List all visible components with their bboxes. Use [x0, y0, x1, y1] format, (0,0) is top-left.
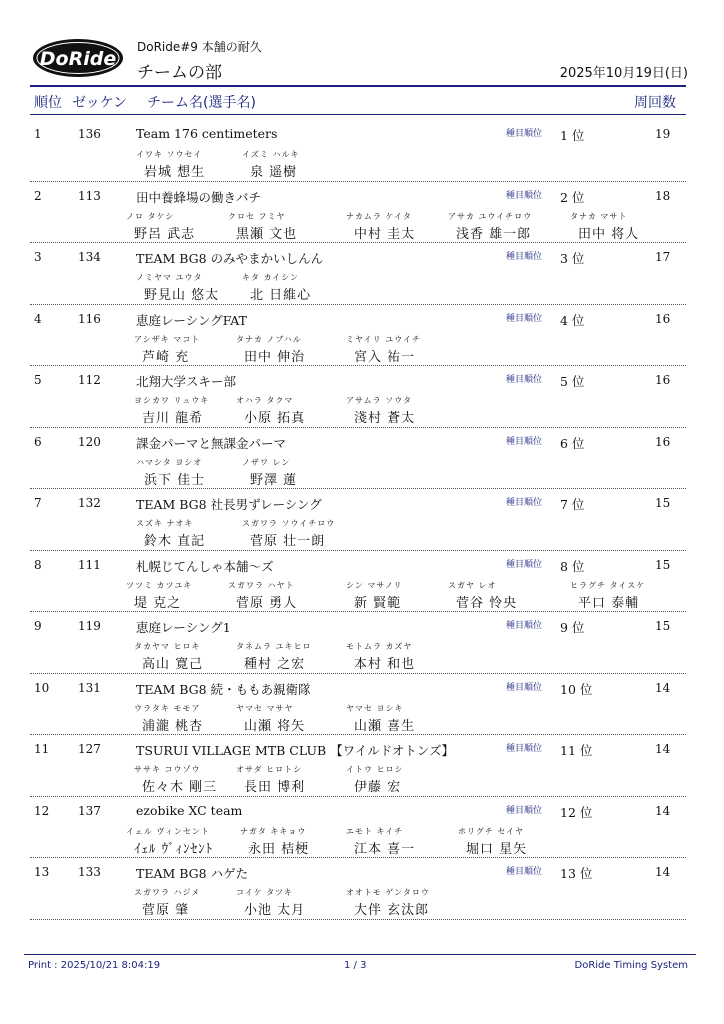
lap-count: 16: [655, 311, 671, 326]
rider-kana: スガヤ レオ: [448, 580, 497, 590]
rider-kana: ノロ タケシ: [126, 211, 175, 221]
rider-kana: ミヤイリ ユウイチ: [346, 334, 421, 344]
result-row: [30, 674, 686, 736]
rider-name: 田中 将人: [578, 226, 640, 242]
rank-cell: 5: [34, 373, 42, 387]
category-rank: 7 位: [560, 497, 585, 512]
category-label: 種目順位: [506, 559, 543, 570]
rider-name: 浅香 雄一郎: [456, 226, 532, 242]
rank-cell: 4: [34, 311, 42, 326]
lap-count: 15: [655, 619, 671, 633]
bib-number: 132: [78, 496, 101, 510]
rider-kana: スガワラ ソウイチロウ: [242, 519, 336, 528]
rider-name: 長田 博利: [244, 780, 306, 795]
lap-count: 14: [655, 803, 671, 818]
rider-name: 吉川 龍希: [142, 411, 204, 426]
rider-kana: ツツミ カツユキ: [126, 580, 193, 590]
bib-number: 137: [78, 803, 101, 818]
category-label: 種目順位: [506, 375, 543, 385]
result-row: [30, 551, 686, 613]
rider-kana: ヤマセ ヨシキ: [346, 703, 404, 713]
category-rank: 12 位: [560, 804, 593, 820]
team-name: TEAM BG8 のみやまかいしんん: [136, 251, 324, 266]
team-name: 恵庭レーシング1: [136, 620, 231, 635]
category-rank: 13 位: [560, 866, 593, 881]
rider-name: 中村 圭太: [354, 226, 416, 242]
category-label: 種目順位: [506, 436, 543, 447]
team-name: 北翔大学スキー部: [136, 374, 237, 389]
col-team: チーム名(選手名): [147, 95, 256, 111]
rider-name: 平口 泰輔: [578, 595, 640, 611]
rank-cell: 9: [34, 619, 42, 633]
category-label: 種目順位: [506, 252, 543, 262]
rider-name: 黒瀬 文也: [236, 226, 298, 242]
category-label: 種目順位: [506, 744, 543, 754]
rider-kana: スガワラ ハヤト: [228, 580, 295, 590]
rank-cell: 13: [34, 865, 50, 879]
rider-name: 浜下 佳士: [144, 472, 206, 488]
rider-name: 大伴 玄汰郎: [354, 903, 430, 918]
category-rank: 4 位: [560, 312, 585, 328]
rider-name: 小池 太月: [244, 903, 306, 918]
rider-name: 野呂 武志: [134, 226, 196, 242]
rider-kana: ノミヤマ ユウタ: [136, 273, 203, 282]
results-list: [30, 120, 686, 920]
rider-name: 佐々木 剛三: [142, 780, 218, 795]
lap-count: 19: [655, 127, 671, 141]
rider-name: 泉 遥樹: [250, 165, 298, 180]
rank-cell: 2: [34, 188, 42, 203]
rider-kana: イトウ ヒロシ: [346, 765, 404, 774]
doride-logo: [32, 38, 124, 78]
rider-kana: アシザキ マコト: [134, 334, 201, 344]
category-label: 種目順位: [506, 129, 543, 139]
rider-name: 堤 克之: [134, 595, 182, 611]
team-name: TEAM BG8 続・ももあ親衛隊: [136, 681, 311, 697]
result-row: [30, 858, 686, 920]
rider-kana: タナカ マサト: [570, 211, 628, 221]
bib-number: 120: [78, 434, 101, 449]
rider-kana: アサカ ユウイチロウ: [448, 211, 533, 221]
team-name: TEAM BG8 ハゲた: [136, 866, 249, 881]
col-number: ゼッケン: [72, 95, 128, 111]
rider-name: 高山 寛己: [142, 657, 204, 672]
category-label: 種目順位: [506, 498, 543, 508]
col-laps: 周回数: [634, 95, 676, 111]
rider-name: 淺村 蒼太: [354, 411, 416, 426]
rider-kana: タナカ ノブハル: [236, 334, 302, 344]
rider-kana: オサダ ヒロトシ: [236, 765, 303, 774]
rider-name: 本村 和也: [354, 657, 416, 672]
rider-kana: ヨシカワ リュウキ: [134, 396, 210, 405]
result-row: [30, 366, 686, 428]
division-title: チームの部: [137, 63, 222, 83]
rider-kana: イワキ ソウセイ: [136, 150, 203, 159]
category-rank: 1 位: [560, 128, 585, 143]
bib-number: 111: [78, 557, 101, 572]
rank-cell: 7: [34, 496, 42, 510]
rider-kana: オハラ タクマ: [236, 396, 294, 405]
lap-count: 14: [655, 865, 671, 879]
category-rank: 10 位: [560, 681, 593, 697]
lap-count: 14: [655, 742, 671, 756]
rider-name: 宮入 祐一: [354, 349, 416, 365]
rider-name: ｲｪﾙ ｳﾞｨﾝｾﾝﾄ: [134, 841, 214, 857]
result-row: [30, 243, 686, 305]
rider-kana: ヒラグチ タイスケ: [570, 580, 646, 590]
rider-name: 浦瀧 桃杏: [142, 718, 204, 734]
rider-kana: キタ カイシン: [242, 273, 300, 282]
rider-kana: シン マサノリ: [346, 580, 403, 590]
rider-name: 野澤 蓮: [250, 472, 298, 488]
category-rank: 6 位: [560, 435, 585, 451]
page-footer: [24, 954, 696, 975]
rider-name: 田中 伸治: [244, 349, 306, 365]
rider-kana: ヤマセ マサヤ: [236, 703, 294, 713]
category-label: 種目順位: [506, 682, 543, 693]
team-name: Team 176 centimeters: [136, 126, 278, 141]
bib-number: 134: [78, 250, 101, 264]
team-name: 恵庭レーシングFAT: [136, 312, 247, 328]
result-row: [30, 120, 686, 182]
lap-count: 16: [655, 434, 671, 449]
rider-kana: ササキ コウゾウ: [134, 765, 201, 774]
rider-name: 種村 之宏: [244, 657, 306, 672]
col-rank: 順位: [34, 95, 62, 111]
category-label: 種目順位: [506, 190, 543, 201]
page-number: 1 / 3: [344, 960, 367, 971]
lap-count: 17: [655, 250, 671, 264]
rank-cell: 8: [34, 557, 42, 572]
category-rank: 8 位: [560, 558, 585, 574]
rider-name: 山瀬 喜生: [354, 718, 416, 734]
result-row: [30, 489, 686, 551]
rider-name: 堀口 星矢: [466, 841, 528, 857]
category-label: 種目順位: [506, 867, 543, 877]
rider-kana: ホリグチ セイヤ: [458, 826, 525, 836]
rider-kana: ウラタキ モモア: [134, 703, 201, 713]
rider-kana: エモト キイチ: [346, 826, 404, 836]
team-name: TEAM BG8 社長男ずレーシング: [136, 497, 322, 512]
rank-cell: 10: [34, 680, 50, 695]
result-row: [30, 305, 686, 367]
rider-kana: ハマシタ ヨシオ: [136, 457, 203, 467]
rider-kana: スズキ ナオキ: [136, 519, 194, 528]
rank-cell: 12: [34, 803, 50, 818]
rank-cell: 3: [34, 250, 42, 264]
rider-kana: モトムラ カズヤ: [346, 642, 413, 651]
bib-number: 119: [78, 619, 101, 633]
race-date: 2025年10月19日(日): [559, 66, 688, 81]
lap-count: 14: [655, 680, 671, 695]
rank-cell: 1: [34, 127, 42, 141]
rider-kana: アサムラ ソウタ: [346, 396, 413, 405]
rider-kana: ナガタ キキョウ: [240, 826, 307, 836]
rider-name: 永田 桔梗: [248, 841, 310, 857]
category-label: 種目順位: [506, 621, 543, 631]
column-header: [30, 85, 686, 115]
event-title: DoRide#9 本舗の耐久: [137, 40, 262, 54]
category-rank: 9 位: [560, 620, 585, 635]
category-label: 種目順位: [506, 805, 543, 816]
lap-count: 18: [655, 188, 671, 203]
rider-kana: クロセ フミヤ: [228, 211, 286, 221]
team-name: 田中養蜂場の働きバチ: [136, 189, 262, 205]
rider-name: 山瀬 将矢: [244, 718, 306, 734]
print-timestamp: Print : 2025/10/21 8:04:19: [28, 960, 161, 971]
bib-number: 113: [78, 188, 101, 203]
team-name: 札幌じてんしゃ本舗～ズ: [136, 558, 274, 574]
bib-number: 131: [78, 680, 101, 695]
rider-name: 菅原 肇: [142, 903, 190, 918]
lap-count: 16: [655, 373, 671, 387]
team-name: 課金パーマと無課金パーマ: [136, 435, 287, 451]
team-name: ezobike XC team: [136, 802, 243, 818]
rider-kana: ナカムラ ケイタ: [346, 211, 412, 221]
category-rank: 5 位: [560, 374, 585, 389]
bib-number: 136: [78, 127, 101, 141]
team-name: TSURUI VILLAGE MTB CLUB 【ワイルドオトンズ】: [136, 743, 455, 758]
rider-kana: イズミ ハルキ: [242, 150, 300, 159]
rider-kana: ノザワ レン: [242, 457, 291, 467]
rider-name: 伊藤 宏: [354, 780, 402, 795]
result-row: [30, 797, 686, 859]
rider-name: 芦崎 充: [142, 349, 190, 365]
rider-name: 小原 拓真: [244, 411, 306, 426]
rider-name: 菅谷 怜央: [456, 595, 518, 611]
rider-name: 菅原 勇人: [236, 595, 298, 611]
rider-kana: オオトモ ゲンタロウ: [346, 888, 430, 897]
rider-name: 野見山 悠太: [144, 288, 220, 303]
category-rank: 3 位: [560, 251, 585, 266]
bib-number: 127: [78, 742, 101, 756]
category-label: 種目順位: [506, 313, 543, 324]
rider-name: 菅原 壮一朗: [250, 534, 326, 549]
logo-text: DoRide: [39, 48, 117, 70]
result-row: [30, 182, 686, 244]
rank-cell: 6: [34, 434, 42, 449]
rider-kana: コイケ タツキ: [236, 888, 293, 897]
system-name: DoRide Timing System: [574, 960, 688, 971]
rider-name: 岩城 想生: [144, 165, 206, 180]
category-rank: 2 位: [560, 189, 585, 205]
rider-name: 江本 喜一: [354, 841, 416, 857]
bib-number: 112: [78, 373, 101, 387]
rider-name: 北 日維心: [250, 288, 312, 303]
result-row: [30, 428, 686, 490]
result-row: [30, 735, 686, 797]
lap-count: 15: [655, 557, 671, 572]
lap-count: 15: [655, 496, 671, 510]
rider-kana: イェル ヴィンセント: [126, 826, 210, 836]
result-row: [30, 612, 686, 674]
rider-kana: タネムラ ユキヒロ: [236, 642, 312, 651]
rider-name: 新 賢範: [354, 595, 402, 611]
bib-number: 133: [78, 865, 101, 879]
rank-cell: 11: [34, 742, 50, 756]
rider-name: 鈴木 直記: [144, 534, 206, 549]
category-rank: 11 位: [560, 743, 593, 758]
rider-kana: タカヤマ ヒロキ: [134, 642, 201, 651]
bib-number: 116: [78, 311, 101, 326]
rider-kana: スガワラ ハジメ: [134, 888, 201, 897]
